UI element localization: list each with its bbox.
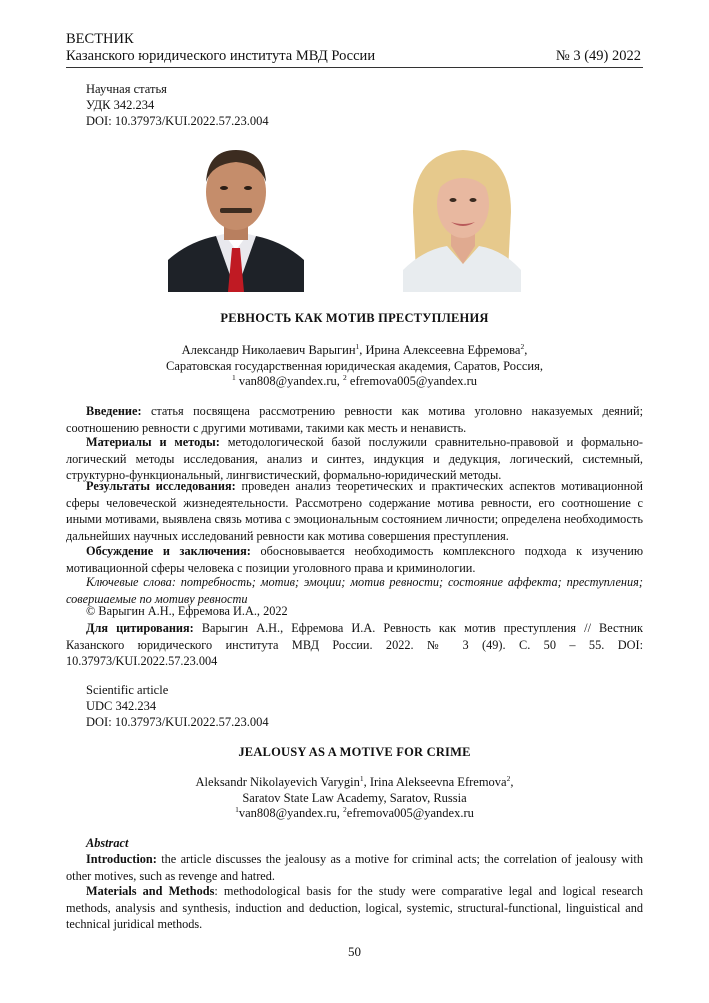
- email2-ru: efremova005@yandex.ru: [349, 374, 478, 388]
- udc-en: UDC 342.234: [86, 699, 157, 713]
- authors-ru: Александр Николаевич Варыгин$^1$, Ирина Алексеевна Ефремова$^2$,: [181, 341, 528, 357]
- keywords-ru: Ключевые слова: потребность; мотив; эмоции; мотив ревности; состояние аффекта; преступления; совершаемые по мотиву ревности: [66, 575, 643, 606]
- author1-en: Aleksandr Nikolayevich Varygin: [195, 775, 360, 789]
- article-title-en: JEALOUSY AS A MOTIVE FOR CRIME: [238, 745, 471, 759]
- header-divider: [66, 67, 643, 68]
- author1-ru: Александр Николаевич Варыгин: [181, 343, 356, 357]
- author-photo-male: [168, 142, 304, 292]
- email1-ru: van808@yandex.ru,: [238, 374, 340, 388]
- abstract-label-en: Abstract: [86, 836, 129, 850]
- author2-ru: Ирина Алексеевна Ефремова: [365, 343, 521, 357]
- citation-ru: Для цитирования: Варыгин А.Н., Ефремова И.А. Ревность как мотив преступления // Вестник Казанского юридического института МВД России. 2022. № 3 (49). С. 50 – 55. DOI: 10.37973/KUI.2022.57.23.004: [66, 621, 643, 669]
- author2-en: Irina Alekseevna Efremova: [369, 775, 507, 789]
- authors-en: Aleksandr Nikolayevich Varygin$^1$, Irina Alekseevna Efremova$^2$,: [195, 773, 514, 789]
- affiliation-ru: Саратовская государственная юридическая академия, Саратов, Россия,: [166, 359, 543, 373]
- email2-en: efremova005@yandex.ru: [346, 806, 474, 820]
- journal-name: ВЕСТНИК: [66, 31, 134, 47]
- affiliation-en: Saratov State Law Academy, Saratov, Russia: [242, 791, 467, 805]
- udc-ru: УДК 342.234: [86, 98, 155, 112]
- intro-en: Introduction: the article discusses the jealousy as a motive for criminal acts; the correlation of jealousy with other motives, such as revenge and hatred.: [66, 852, 643, 883]
- emails-en: $^1$van808@yandex.ru, $^2$efremova005@yandex.ru: [235, 804, 474, 820]
- author-photo-female: [403, 142, 521, 292]
- page-number: 50: [348, 944, 361, 959]
- article-type-en: Scientific article: [86, 683, 169, 697]
- article-type-ru: Научная статья: [86, 82, 167, 96]
- results-ru: Результаты исследования: проведен анализ теоретических и практических аспектов мотивационной сферы человеческой жизнедеятельности. Рассмотрено содержание мотива ревности, его соотношение с иными мотивами, выявлена связь мотива с эмоциональным состоянием личности; определена необходимость дальнейших научных исследований ревности как мотива совершения преступления.: [66, 479, 643, 543]
- methods-ru: Материалы и методы: методологической базой послужили сравнительно-правовой и формально-логический методы исследования, анализ и синтез, индукция и дедукция, логический, системный, структурно-функциональный, лингвистический, формально-юридический методы.: [66, 435, 644, 483]
- intro-ru: Введение: статья посвящена рассмотрению ревности как мотива уголовно наказуемых деяний; соотношению ревности с другими мотивами, такими как месть и ненависть.: [66, 404, 643, 435]
- emails-ru: $^1$ van808@yandex.ru, $^2$ efremova005@yandex.ru: [231, 372, 478, 388]
- doi-en: DOI: 10.37973/KUI.2022.57.23.004: [86, 715, 269, 729]
- copyright-ru: © Варыгин А.Н., Ефремова И.А., 2022: [86, 604, 288, 618]
- journal-subtitle: Казанского юридического института МВД России: [66, 48, 376, 64]
- methods-en: Materials and Methods: methodological basis for the study were comparative legal and logical research methods, analysis and synthesis, induction and deduction, logical, systemic, structural-functional, linguistical and technical juridical methods.: [66, 884, 644, 932]
- article-title-ru: РЕВНОСТЬ КАК МОТИВ ПРЕСТУПЛЕНИЯ: [220, 311, 489, 325]
- doi-ru: DOI: 10.37973/KUI.2022.57.23.004: [86, 114, 269, 128]
- email1-en: van808@yandex.ru,: [238, 806, 340, 820]
- issue-number: № 3 (49) 2022: [555, 48, 641, 64]
- discussion-ru: Обсуждение и заключения: обосновывается необходимость комплексного подхода к изучению мотивационной сферы человека с позиции уголовного права и криминологии.: [66, 544, 644, 575]
